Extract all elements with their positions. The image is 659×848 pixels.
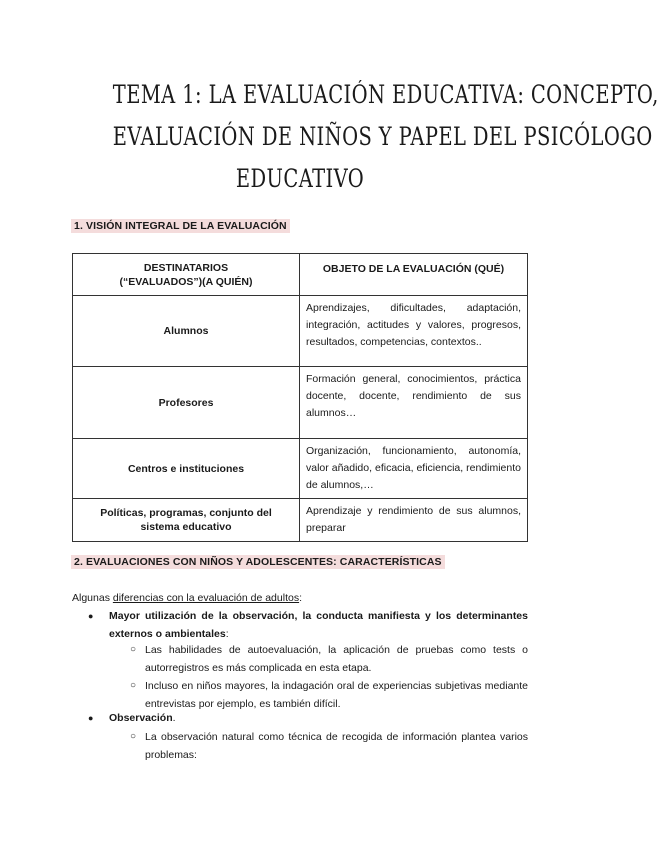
section-1-heading: 1. VISIÓN INTEGRAL DE LA EVALUACIÓN [71,219,290,233]
header-destinatarios-line1: DESTINATARIOS [143,261,229,274]
table-row [73,367,528,439]
section-2-heading: 2. EVALUACIONES CON NIÑOS Y ADOLESCENTES: CARACTERÍSTICAS [71,555,445,569]
bullet-text-suffix: : [225,628,229,640]
table-row [73,439,528,499]
bullet-text [109,607,528,643]
document-title [112,74,659,200]
cell-destinatario: Políticas, programas, conjunto del sistema educativo [73,499,300,542]
cell-objeto: Organización, funcionamiento, autonomía, valor añadido, eficacia, eficiencia, rendimiento de alumnos,… [300,439,528,499]
cell-destinatario: Centros e instituciones [73,439,300,499]
cell-destinatario: Alumnos [73,296,300,367]
intro-prefix: Algunas [72,592,113,604]
sub-bullet-text: Incluso en niños mayores, la indagación oral de experiencias subjetivas mediante entrevistas por ejemplo, es también difícil. [145,680,528,710]
circle-bullet-icon: ○ [130,731,137,742]
intro-paragraph [72,589,528,607]
bullet-icon: ● [88,713,94,723]
intro-suffix: : [299,592,303,604]
table-row [73,499,528,542]
cell-objeto: Aprendizaje y rendimiento de sus alumnos, preparar [300,499,528,542]
bullet-text-main: Observación [109,712,173,724]
header-destinatarios [73,254,300,296]
header-objeto: OBJETO DE LA EVALUACIÓN (QUÉ) [300,254,528,296]
intro-underlined: diferencias con la evaluación de adultos [112,592,300,604]
title-line-3: EDUCATIVO [235,164,365,193]
title-line-1: TEMA 1: LA EVALUACIÓN EDUCATIVA: CONCEPTO, [112,80,659,109]
bullet-icon: ● [88,611,94,621]
header-destinatarios-line2: (“EVALUADOS”)(A QUIÉN) [119,275,253,288]
sub-bullet-text: La observación natural como técnica de recogida de información plantea varios problemas: [145,731,528,761]
table-row [73,296,528,367]
cell-objeto: Aprendizajes, dificultades, adaptación, integración, actitudes y valores, progresos, resultados, competencias, contextos.. [300,296,528,367]
bullet-text-main: Mayor utilización de la observación, la conducta manifiesta y los determinantes externos o ambientales [109,610,528,640]
table-header-row [73,254,528,296]
circle-bullet-icon: ○ [130,680,137,691]
circle-bullet-icon: ○ [130,644,137,655]
cell-destinatario: Profesores [73,367,300,439]
evaluation-table [72,253,528,542]
cell-objeto: Formación general, conocimientos, práctica docente, docente, rendimiento de sus alumnos… [300,367,528,439]
sub-bullet-text: Las habilidades de autoevaluación, la aplicación de pruebas como tests o autorregistros es más complicada en esta etapa. [145,644,528,674]
bullet-text [109,709,528,727]
bullet-text-suffix: . [172,712,176,724]
title-line-2: EVALUACIÓN DE NIÑOS Y PAPEL DEL PSICÓLOGO [112,122,653,151]
